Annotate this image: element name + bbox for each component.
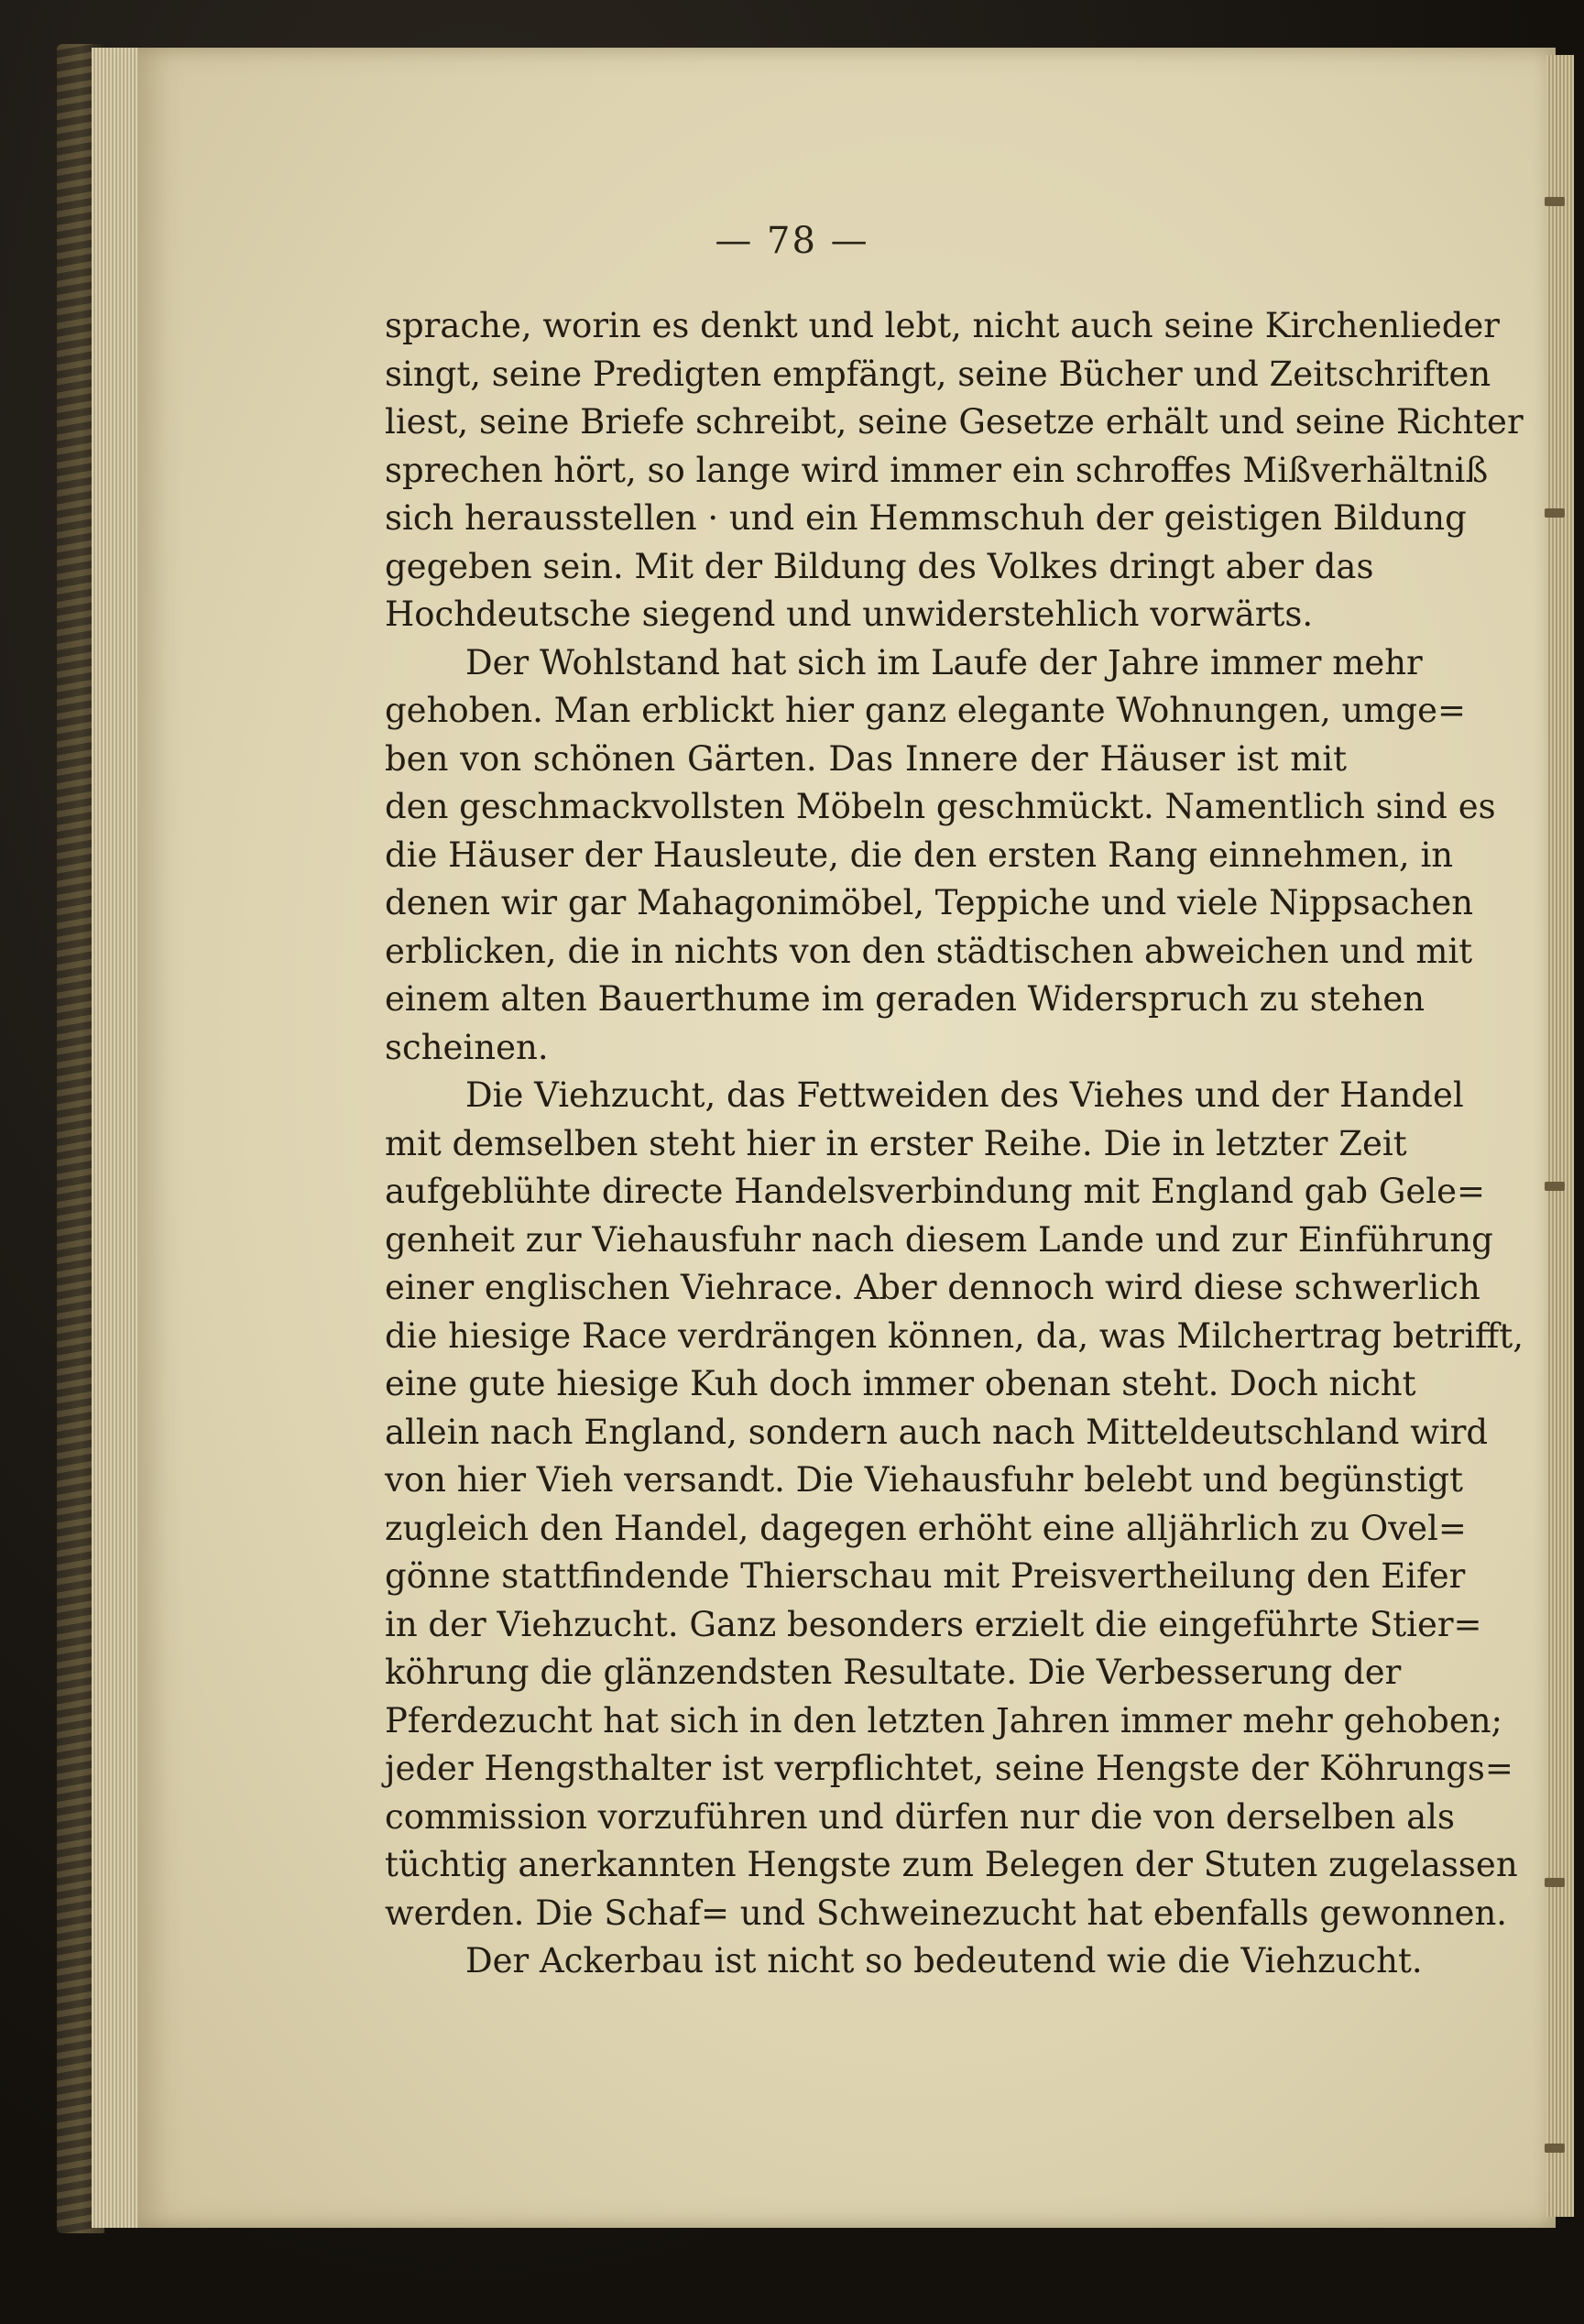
page-number: — 78 — bbox=[715, 220, 869, 262]
text-line: sprechen hört, so lange wird immer ein schroffes Mißverhältniß bbox=[385, 450, 1489, 490]
text-line: gönne stattfindende Thierschau mit Preisvertheilung den Eifer bbox=[385, 1556, 1466, 1596]
text-line: commission vorzuführen und dürfen nur die von derselben als bbox=[385, 1796, 1455, 1837]
text-line: gehoben. Man erblickt hier ganz elegante Wohnungen, umge= bbox=[385, 691, 1466, 730]
text-line: tüchtig anerkannten Hengste zum Belegen der Stuten zugelassen bbox=[385, 1845, 1518, 1884]
text-line: liest, seine Briefe schreibt, seine Gesetze erhält und seine Richter bbox=[385, 402, 1524, 442]
text-line: den geschmackvollsten Möbeln geschmückt. Namentlich sind es bbox=[385, 787, 1496, 826]
text-line: singt, seine Predigten empfängt, seine Bücher und Zeitschriften bbox=[385, 354, 1491, 394]
text-line: gegeben sein. Mit der Bildung des Volkes dringt aber das bbox=[385, 546, 1374, 586]
text-line: allein nach England, sondern auch nach Mitteldeutschland wird bbox=[385, 1412, 1489, 1452]
binding-thread bbox=[1545, 197, 1565, 206]
text-line: ben von schönen Gärten. Das Innere der Häuser ist mit bbox=[385, 738, 1347, 779]
text-line: Hochdeutsche siegend und unwiderstehlich vorwärts. bbox=[385, 595, 1314, 634]
binding-thread bbox=[1545, 508, 1565, 518]
text-line: aufgeblühte directe Handelsverbindung mit England gab Gele= bbox=[385, 1172, 1486, 1211]
binding-thread bbox=[1545, 1878, 1565, 1887]
binding-thread bbox=[1545, 2144, 1565, 2153]
text-line: jeder Hengsthalter ist verpflichtet, seine Hengste der Köhrungs= bbox=[385, 1749, 1513, 1788]
text-line: die hiesige Race verdrängen können, da, was Milchertrag betrifft, bbox=[385, 1315, 1524, 1356]
page-stack-right bbox=[1546, 55, 1574, 2217]
text-line: eine gute hiesige Kuh doch immer obenan steht. Doch nicht bbox=[385, 1364, 1416, 1403]
text-line: Pferdezucht hat sich in den letzten Jahren immer mehr gehoben; bbox=[385, 1700, 1503, 1740]
text-line: zugleich den Handel, dagegen erhöht eine alljährlich zu Ovel= bbox=[385, 1508, 1467, 1548]
text-line: Die Viehzucht, das Fettweiden des Viehes und der Handel bbox=[465, 1075, 1464, 1115]
text-line: werden. Die Schaf= und Schweinezucht hat ebenfalls gewonnen. bbox=[385, 1893, 1508, 1933]
text-line: die Häuser der Hausleute, die den ersten Rang einnehmen, in bbox=[385, 835, 1454, 875]
text-line: einer englischen Viehrace. Aber dennoch wird diese schwerlich bbox=[385, 1268, 1480, 1307]
binding-thread bbox=[1545, 1182, 1565, 1191]
text-line: mit demselben steht hier in erster Reihe. Die in letzter Zeit bbox=[385, 1123, 1407, 1163]
text-line: sich herausstellen · und ein Hemmschuh der geistigen Bildung bbox=[385, 498, 1467, 538]
text-line: scheinen. bbox=[385, 1027, 549, 1067]
text-line: erblicken, die in nichts von den städtischen abweichen und mit bbox=[385, 931, 1473, 971]
body-text bbox=[385, 302, 1524, 1986]
text-line: Der Ackerbau ist nicht so bedeutend wie die Viehzucht. bbox=[465, 1941, 1423, 1980]
text-line: sprache, worin es denkt und lebt, nicht auch seine Kirchenlieder bbox=[385, 306, 1500, 345]
text-line: köhrung die glänzendsten Resultate. Die Verbesserung der bbox=[385, 1653, 1402, 1692]
text-line: genheit zur Viehausfuhr nach diesem Lande und zur Einführung bbox=[385, 1219, 1493, 1260]
text-line: denen wir gar Mahagonimöbel, Teppiche und viele Nippsachen bbox=[385, 883, 1474, 922]
text-line: einem alten Bauerthume im geraden Widerspruch zu stehen bbox=[385, 979, 1426, 1019]
text-line: Der Wohlstand hat sich im Laufe der Jahre immer mehr bbox=[465, 642, 1423, 682]
text-line: in der Viehzucht. Ganz besonders erzielt die eingeführte Stier= bbox=[385, 1604, 1482, 1644]
text-line: von hier Vieh versandt. Die Viehausfuhr belebt und begünstigt bbox=[385, 1460, 1463, 1500]
